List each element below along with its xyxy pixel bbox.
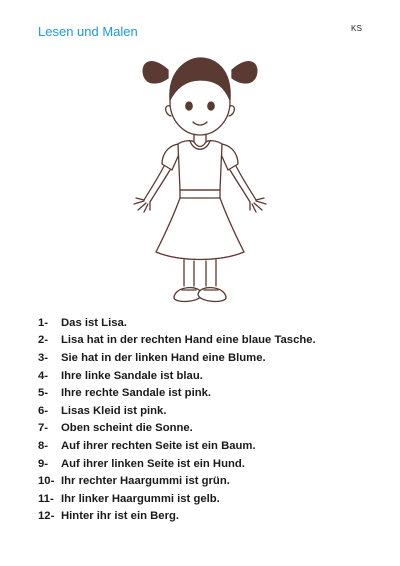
list-item [38,472,316,490]
item-number: 10- [38,475,55,488]
item-number: 11- [38,492,54,505]
list-item [38,508,316,526]
item-number: 2- [38,334,49,347]
list-item [38,349,316,367]
list-item [38,402,316,420]
item-text: Sie hat in der linken Hand eine Blume. [61,351,266,364]
worksheet-title: Lesen und Malen [38,24,138,39]
list-item [38,455,316,473]
item-text: Auf ihrer rechten Seite ist ein Baum. [61,439,256,452]
item-text: Lisas Kleid ist pink. [61,404,167,417]
list-item [38,490,316,508]
girl-coloring-illustration [120,40,280,310]
item-text: Oben scheint die Sonne. [61,422,193,435]
item-number: 3- [38,351,49,364]
item-text: Das ist Lisa. [61,316,127,329]
right-pigtail [232,62,257,83]
item-text: Lisa hat in der rechten Hand eine blaue Tasche. [61,334,316,347]
item-text: Auf ihrer linken Seite ist ein Hund. [61,457,245,470]
left-pigtail [143,62,168,83]
item-number: 6- [38,404,49,417]
list-item [38,437,316,455]
item-text: Hinter ihr ist ein Berg. [61,510,180,523]
item-number: 7- [38,422,49,435]
list-item [38,314,316,332]
item-number: 12- [38,510,55,523]
list-item [38,420,316,438]
item-number: 9- [38,457,49,470]
item-text: Ihre linke Sandale ist blau. [61,369,203,382]
item-number: 5- [38,387,49,400]
item-text: Ihr linker Haargummi ist gelb. [61,492,220,505]
item-text: Ihr rechter Haargummi ist grün. [61,475,230,488]
sentence-list [38,314,316,525]
item-text: Ihre rechte Sandale ist pink. [61,387,212,400]
item-number: 1- [38,316,49,329]
item-number: 4- [38,369,49,382]
author-initials: KS [351,24,363,33]
list-item [38,384,316,402]
item-number: 8- [38,439,49,452]
list-item [38,367,316,385]
list-item [38,332,316,350]
